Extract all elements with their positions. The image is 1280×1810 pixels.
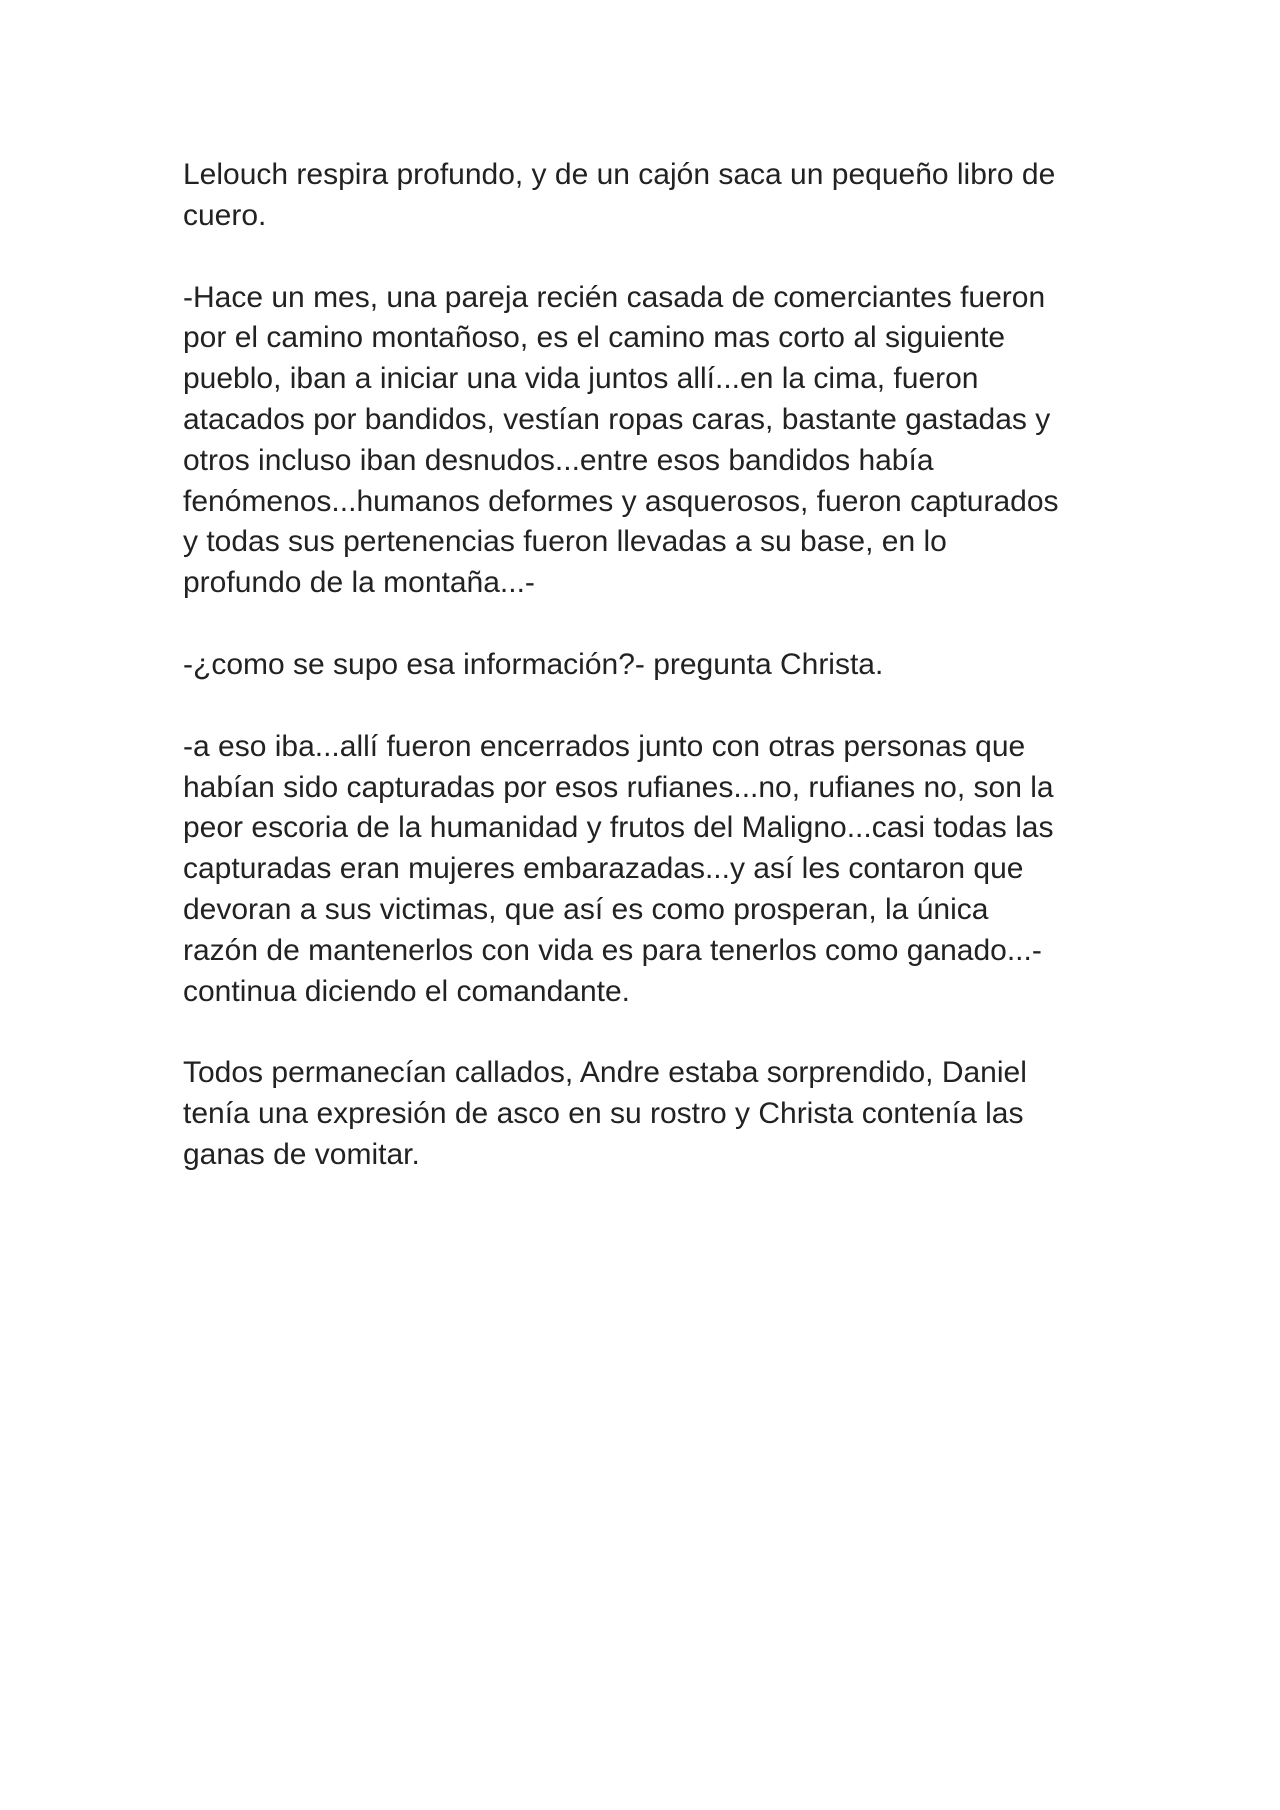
paragraph-4: -a eso iba...allí fueron encerrados junto con otras personas que habían sido capturadas por esos rufianes...no, rufianes no, son la peor escoria de la humanidad y frutos del Maligno...casi todas las capturadas eran mujeres embarazadas...y así les contaron que devoran a sus victimas, que así es como prosperan, la única razón de mantenerlos con vida es para tenerlos como ganado...- continua diciendo el comandante.: [183, 729, 1054, 1008]
document-body: [183, 155, 1113, 1217]
paragraph-3: -¿como se supo esa información?- pregunta Christa.: [183, 647, 884, 681]
paragraph-2: -Hace un mes, una pareja recién casada de comerciantes fueron por el camino montañoso, es el camino mas corto al siguiente pueblo, iban a iniciar una vida juntos allí...en la cima, fueron atacados por bandidos, vestían ropas caras, bastante gastadas y otros incluso iban desnudos...entre esos bandidos había fenómenos...humanos deformes y asquerosos, fueron capturados y todas sus pertenencias fueron llevadas a su base, en lo profundo de la montaña...-: [183, 280, 1059, 600]
paragraph-1: Lelouch respira profundo, y de un cajón saca un pequeño libro de cuero.: [183, 158, 1056, 232]
paragraph-5: Todos permanecían callados, Andre estaba sorprendido, Daniel tenía una expresión de asco en su rostro y Christa contenía las ganas de vomitar.: [183, 1056, 1027, 1171]
